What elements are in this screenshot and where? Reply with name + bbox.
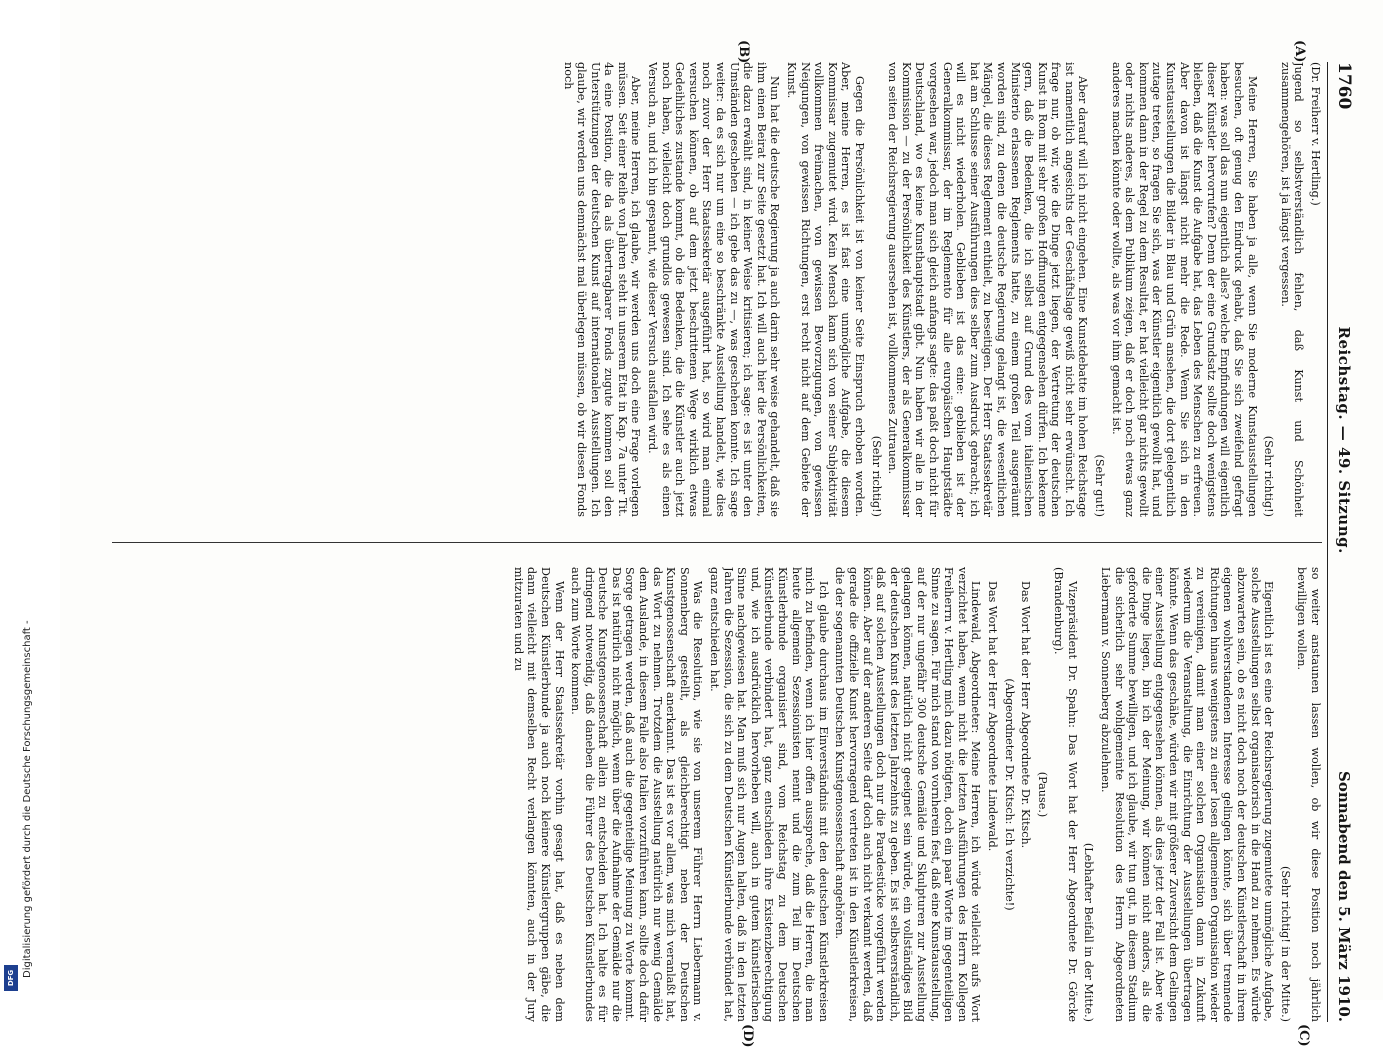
paragraph: Meine Herren, Sie haben ja alle, wenn Sie moderne Kunstausstellungen besuchen, oft genug den Eindruck gehabt, daß Sie sich zweifelnd gefragt haben: was soll das nun eigentlich alles? welche Empfindungen will eigentlich dieser Künstler hervorrufen? Denn der eine Grundsatz sollte doch wenigstens bleiben, daß die Kunst die Aufgabe hat, das Leben des Menschen zu erfreuen. Aber davon ist längst nicht mehr die Rede. Wenn Sie sich in den Kunstausstellungen die Bilder in Blau und Grün ansehen, die dort gelegentlich zutage treten, so fragen Sie sich, was der Künstler eigentlich gewollt hat, und kommen dann in der Regel zu dem Resultat, er hat vielleicht gar nichts gewollt oder nichts anderes, als dem Publikum zeigen, daß er doch noch etwas ganz anderes machen könnte oder wollte, als was vor ihm gemacht ist. (1109, 62, 1259, 517)
paragraph: Nun hat die deutsche Regierung ja auch darin sehr weise gehandelt, daß sie ihm einen Beirat zur Seite gesetzt hat. Ich will auch hier die Persönlichkeiten, die dazu erwählt sind, in keiner Weise kritisieren; ich sage: es ist unter den Umständen geschehen — ich gebe das zu —, was geschehen konnte. Ich sage weiter: da es sich nur um eine so beschränkte Ausstellung handelt, wie dies noch zuvor der Herr Staatssekretär ausgeführt hat, so wird man einmal versuchen können, ob auf dem jetzt beschrittenen Wege wirklich etwas Gedeihliches zustande kommt, ob die Bedenken, die die Künstler auch jetzt noch haben, vielleicht doch grundlos gewesen sind. Ich sehe es als einen Versuch an, und ich bin gespannt, wie dieser Versuch ausfallen wird. (646, 62, 782, 517)
paragraph: (Dr. Freiherr v. Hertling.) (1309, 62, 1322, 206)
paragraph: Gegen die Persönlichkeit ist von keiner Seite Einspruch erhoben worden. Aber, meine Herren, es ist fast eine unmögliche Aufgabe, die diesem Kommissar zugemutet wird. Kein Mensch kann sich von seiner Subjektivität vollkommen freimachen, von gewissen Bevorzugungen, von gewissen Neigungen, von gewissen Richtungen, erst recht nicht auf dem Gebiete der Kunst. (785, 62, 866, 517)
paragraph: Ich glaube durchaus im Einverständnis mit den deutschen Künstlerkreisen mich zu befinden, wenn ich hier offen ausspreche, daß die Herren, die man heute allgemein Sezessionisten nennt und die zum Teil im Deutschen Künstlerbunde organisiert sind, vom Reichstag zu dem Deutschen Künstlerbunde verbindert hat, ganz entschieden ihre Existenzberechtigung und, wie ich ausdrücklich hervorheben will, auch in gutem künstlerischen Sinne nachgewiesen hat. Man muß sich nur Augen halten, daß in den letzten Jahren die Sezession, die sich zu dem Deutschen Künstlerbunde verbündet hat, ganz entschieden hat. (708, 567, 830, 1022)
paragraph: (Pause.) (1035, 771, 1049, 818)
paragraph: Das Wort hat der Herr Abgeordnete Lindewald. (985, 581, 999, 852)
paragraph: Das Wort hat der Herr Abgeordnete Dr. Kitsch. (1019, 581, 1033, 849)
sidebar (0, 0, 60, 1000)
margin-mark-d: (D) (740, 1024, 755, 1048)
margin-mark-c: (C) (1296, 1024, 1311, 1047)
paragraph: (Lebhafter Beifall in der Mitte.) (1082, 842, 1096, 1022)
right-column (112, 567, 1322, 1022)
paragraph: Vizepräsident Dr. Spahn: Das Wort hat der Herr Abgeordnete Dr. Görcke (Brandenburg). (1052, 567, 1079, 1022)
paragraph: Lindewald, Abgeordneter: Meine Herren, ich würde vielleicht aufs Wort verzichtet haben, wenn nicht die letzten Ausführungen des Herrn Kollegen Freiherrn v. Hertling mich dazu nötigten, doch ein paar Worte im gegenteiligen Sinne zu sagen. Für mich stand von vornherein fest, daß eine Kunstausstellung, auf der nur ungefähr 300 deutsche Gemälde und Skulpturen zur Ausstellung gelangen können, natürlich nicht geeignet sein würde, ein vollständiges Bild der deutschen Kunst des letzten Jahrzehnts zu geben. Es ist selbstverständlich, daß auf solchen Ausstellungen doch nur die Paradestücke vorgeführt werden können. Aber auf der anderen Seite darf doch auch nicht verkannt werden, daß gerade die offizielle Kunst hervorragend vertreten ist in den Künstlerkreisen, die der sogenannten Deutschen Kunstgenossenschaft angehören. (833, 567, 983, 1022)
paragraph: Aber darauf will ich nicht eingehen. Eine Kunstdebatte im hohen Reichstage ist namentlich angesichts der Geschäftslage gewiß nicht sehr erwünscht. Ich frage nur, ob wir, wie die Dinge jetzt liegen, der Vertretung der deutschen Kunst in Rom mit sehr großen Hoffnungen entgegensehen dürfen. Ich bekenne gern, daß die Bedenken, die ich selbst auf Grund des vom italienischen Ministerio erlassenen Reglements hatte, zu einem großen Teil ausgeräumt worden sind, zu denen die deutsche Regierung gelangt ist, die wesentlichen Mängel, die dieses Reglement enthielt, zu beseitigen. Der Herr Staatssekretär hat am Schlusse seiner Ausführungen dies selber zum Ausdruck gebracht; ich will es nicht wiederholen. Geblieben ist das eine: geblieben ist der Generalkommissar, der im Reglemento für alle europäischen Hauptstädte vorgesehen war, jedoch man sich gleich anfangs sagte: das paßt doch nicht für Deutschland, wo es keine Kunsthauptstadt gibt. Nun haben wir alle in der Kommission — zu der Persönlichkeit des Künstlers, der als Generalkommissar von seiten der Reichsregierung ausersehen ist, vollkommenes Zutrauen. (886, 62, 1090, 517)
margin-mark-a: (A) (1292, 40, 1307, 63)
paragraph: so weiter anstaunen lassen wollen, ob wir diese Position noch jährlich bewilligen wollen. (1295, 567, 1322, 1022)
paragraph: Eigentlich ist es eine der Reichsregierung zugemutete unmögliche Aufgabe, solche Ausstellungen selbst organisatorisch in die Hand zu nehmen. Es würde abzuwarten sein, ob es nicht doch noch der deutschen Künstlerschaft in ihrem eigenen wohlverstandenen Interesse gelingen könnte, sich über trennende Richtungen hinaus wenigstens zu einer losen allgemeinen Organisation wieder zu vereinigen, damit man einer solchen Organisation dann in Zukunft wiederum die Veranstaltung, die Einrichtung der Ausstellungen übertragen könnte. Wenn das geschähe, würden wir mit größerer Zuversicht dem Gelingen einer Ausstellung entgegensehen können, als dies jetzt der Fall ist. Aber wie die Dinge liegen, bin ich der Meinung, wir können nicht anders, als die geforderte Summe bewilligen, und ich glaube, wir tun gut, in diesem Stadium die sicherlich sehr wohlgemeinte Resolution des Herrn Abgeordneten Liebermann v. Sonnenberg abzulehnen. (1099, 567, 1276, 1022)
digitization-credit: Digitalisierung gefördert durch die Deutsche Forschungsgemeinschaft - (22, 620, 33, 978)
paragraph: Wenn der Herr Staatssekretär vorhin gesagt hat, daß es neben dem Deutschen Künstlerbunde ja auch noch kleinere Künstlergruppen gäbe, die dann vielleicht mit demselben Recht verlangen könnten, auch in der Jury mitzuraten und zu (511, 567, 566, 1022)
session-title: Reichstag. — 49. Sitzung. (1335, 326, 1353, 554)
paragraph: (Abgeordneter Dr. Kitsch: Ich verzichte!) (1002, 678, 1016, 911)
page-header (1327, 62, 1354, 1022)
paragraph: Was die Resolution, wie sie von unserem Führer Herrn Liebermann v. Sonnenberg gestellt, als gleichberechtigt neben der Deutschen Kunstgenossenschaft anerkannt. Das ist es vor allem, was mich veranlaßt hat, das Wort zu nehmen. Trotzdem die Ausstellung natürlich nur wenig Gemälde dem Auslande, in diesem Falle also Italien vorzuführen kann, sollte doch dafür Sorge getragen werden, daß auch die gegenteilige Meinung zu Worte kommt. Das ist natürlich nicht möglich, wenn über die Aufnahme der Gemälde nur die Deutsche Kunstgenossenschaft allein zu entscheiden hat. Ich halte es für dringend notwendig, daß daneben die Führer des Deutschen Künstlerbundes auch zum Worte kommen. (569, 567, 705, 1022)
paragraph: Jugend so selbstverständlich fehlen, daß Kunst und Schönheit zusammengehören, ist ja längst vergessen. (1278, 62, 1306, 517)
session-date: Sonnabend den 5. März 1910. (1335, 770, 1353, 1022)
document-page (100, 40, 1354, 1048)
paragraph: Aber, meine Herren, ich glaube, wir werden uns doch eine Frage vorlegen müssen. Seit einer Reihe von Jahren steht in unserem Etat in Kap. 7a unter Tit. 4a eine Position, die da als übertragbarer Fonds zugute kommen soll den Unterstützungen der deutschen Kunst auf internationalen Ausstellungen. Ich glaube, wir werden uns demnächst mal überlegen müssen, ob wir diesen Fonds noch (561, 62, 643, 517)
column-divider (112, 542, 1322, 543)
left-column (112, 62, 1322, 517)
paragraph: (Sehr richtig! in der Mitte.) (1278, 865, 1292, 1022)
paragraph: (Sehr gut!) (1093, 454, 1107, 517)
dfg-logo: DFG (4, 965, 18, 991)
paragraph: (Sehr richtig!) (869, 435, 883, 517)
page-number: 1760 (1334, 62, 1354, 110)
scanned-page (60, 0, 1383, 1048)
paragraph: (Sehr richtig!) (1262, 435, 1276, 517)
margin-mark-b: (B) (736, 40, 751, 64)
